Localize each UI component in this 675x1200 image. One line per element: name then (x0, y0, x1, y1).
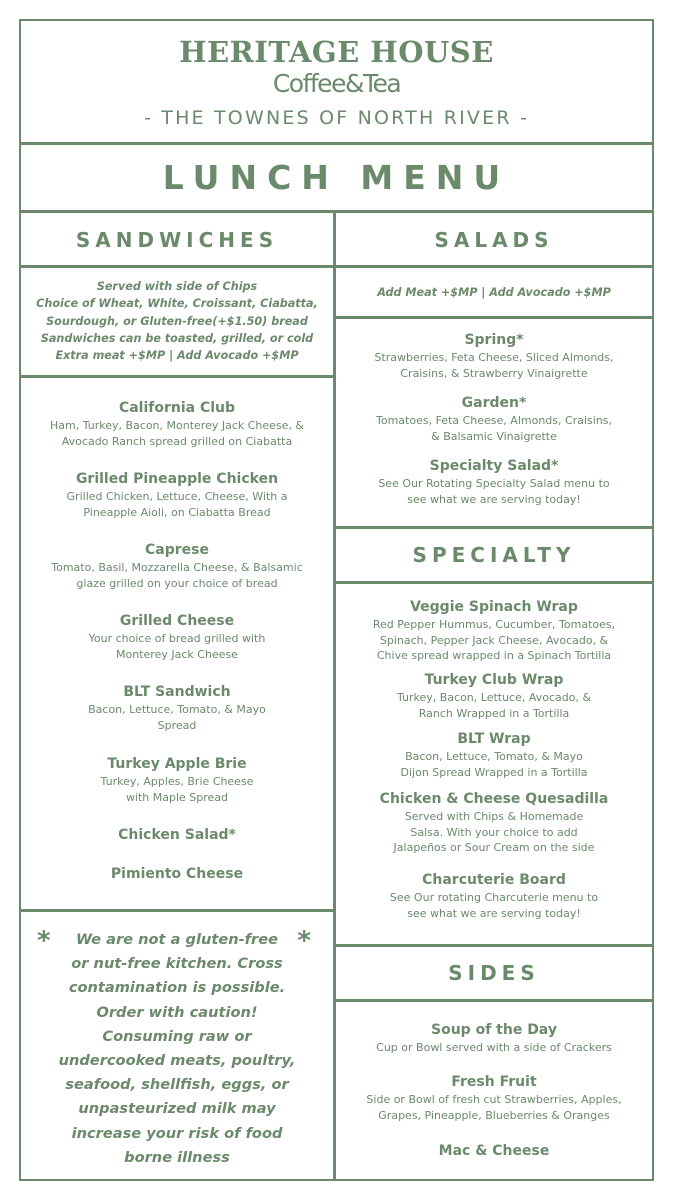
item-name: Charcuterie Board (422, 872, 566, 888)
item-desc (342, 749, 646, 780)
item-desc (342, 350, 646, 381)
sides-heading-box (334, 945, 654, 1001)
item-desc (27, 560, 327, 591)
desc-line: Bacon, Lettuce, Tomato, & Mayo (88, 703, 266, 716)
item-name: Garden* (461, 395, 527, 411)
desc-line: see what we are serving today! (407, 906, 581, 920)
item-name: Grilled Pineapple Chicken (75, 471, 279, 487)
item-name: Chicken Salad* (118, 827, 236, 843)
item-desc (342, 476, 646, 507)
desc-line: Grilled Chicken, Lettuce, Cheese, With a (66, 490, 288, 503)
item-desc (342, 1040, 646, 1056)
desc-line: Dijon Spread Wrapped in a Tortilla (400, 765, 588, 779)
item-name: Fresh Fruit (451, 1074, 537, 1090)
item-name: BLT Sandwich (123, 684, 231, 700)
salads-info-box (334, 266, 654, 318)
note-line: undercooked meats, poultry, (58, 1052, 296, 1070)
info-line: Choice of Wheat, White, Croissant, Ciabatta, (36, 297, 318, 311)
menu-item (342, 1022, 646, 1056)
desc-line: Strawberries, Feta Cheese, Sliced Almonds, (374, 351, 614, 364)
item-desc (342, 690, 646, 721)
info-line: Add Meat +$MP | Add Avocado +$MP (377, 286, 611, 299)
desc-line: & Balsamic Vinaigrette (431, 429, 557, 443)
location-line: - THE TOWNES OF NORTH RIVER - (143, 107, 530, 129)
item-desc (342, 413, 646, 444)
menu-item (27, 756, 327, 805)
specialty-heading: SPECIALTY (412, 543, 576, 567)
desc-line: Chive spread wrapped in a Spinach Tortilla (376, 649, 612, 662)
note-line: We are not a gluten-free (75, 931, 279, 948)
brand-subtitle: Coffee&Tea (272, 69, 401, 98)
menu-item (27, 613, 327, 662)
info-line: Sourdough, or Gluten-free(+$1.50) bread (46, 314, 308, 328)
item-desc (342, 809, 646, 856)
note-line: Consuming raw or (102, 1027, 252, 1045)
note-line: increase your risk of food (71, 1124, 283, 1142)
salads-heading: SALADS (434, 228, 554, 252)
desc-line: Spread (157, 718, 197, 732)
desc-line: See Our Rotating Specialty Salad menu to (378, 477, 610, 490)
note-line: unpasteurized milk may (78, 1100, 276, 1118)
menu-item (342, 332, 646, 381)
desc-line: see what we are serving today! (407, 492, 581, 506)
item-desc (342, 1092, 646, 1123)
note-line: seafood, shellfish, eggs, or (65, 1076, 289, 1094)
menu-header (19, 19, 654, 144)
menu-item (342, 731, 646, 780)
item-desc (27, 631, 327, 662)
note-line: contamination is possible. (68, 979, 286, 997)
sides-list (334, 1000, 654, 1181)
item-name: Veggie Spinach Wrap (410, 599, 578, 615)
item-name: BLT Wrap (457, 731, 531, 747)
item-name: Spring* (464, 332, 524, 348)
item-name: Soup of the Day (431, 1022, 557, 1038)
desc-line: Ranch Wrapped in a Tortilla (418, 706, 570, 720)
desc-line: Served with Chips & Homemade (404, 810, 584, 823)
desc-line: Tomatoes, Feta Cheese, Almonds, Craisins, (376, 414, 612, 427)
asterisk-icon: * (297, 926, 311, 956)
menu-item (342, 791, 646, 856)
info-line: Sandwiches can be toasted, grilled, or cold (40, 331, 314, 345)
salads-heading-box (334, 211, 654, 267)
item-desc (27, 702, 327, 733)
desc-line: Salsa. With your choice to add (410, 825, 578, 839)
menu-item (342, 1143, 646, 1160)
desc-line: Turkey, Apples, Brie Cheese (100, 775, 254, 788)
desc-line: Bacon, Lettuce, Tomato, & Mayo (405, 750, 583, 763)
menu-item (27, 400, 327, 449)
desc-line: glaze grilled on your choice of bread (76, 576, 278, 590)
sandwiches-heading: SANDWICHES (75, 228, 279, 252)
info-line: Served with side of Chips (96, 280, 258, 293)
desc-line: Cup or Bowl served with a side of Crackers (376, 1041, 612, 1054)
item-name: Turkey Apple Brie (107, 756, 247, 772)
item-name: Specialty Salad* (429, 458, 559, 474)
salads-info (336, 284, 652, 301)
brand-name: HERITAGE HOUSE (179, 35, 494, 69)
item-name: Mac & Cheese (438, 1143, 550, 1159)
desc-line: Spinach, Pepper Jack Cheese, Avocado, & (379, 633, 609, 647)
allergy-note (19, 910, 335, 1181)
item-desc (342, 890, 646, 921)
desc-line: Pineapple Aioli, on Ciabatta Bread (83, 505, 271, 519)
menu-title: LUNCH MENU (162, 158, 511, 197)
asterisk-icon: * (37, 926, 51, 956)
item-name: California Club (118, 400, 236, 416)
menu-item (27, 866, 327, 883)
sandwiches-list (19, 376, 335, 911)
sandwiches-info (21, 278, 333, 364)
desc-line: Side or Bowl of fresh cut Strawberries, Apples, (366, 1093, 622, 1106)
desc-line: Tomato, Basil, Mozzarella Cheese, & Balsamic (51, 561, 303, 574)
allergy-note-text (51, 928, 303, 1170)
desc-line: Monterey Jack Cheese (116, 647, 238, 661)
menu-item (342, 872, 646, 921)
menu-item (27, 684, 327, 733)
desc-line: Avocado Ranch spread grilled on Ciabatta (61, 434, 293, 448)
item-desc (342, 617, 646, 664)
desc-line: Grapes, Pineapple, Blueberries & Oranges (378, 1108, 610, 1122)
sandwiches-info-box (19, 266, 335, 377)
sides-heading: SIDES (448, 961, 540, 985)
item-name: Chicken & Cheese Quesadilla (379, 791, 609, 807)
note-line: Order with caution! (96, 1003, 258, 1021)
menu-item (342, 672, 646, 721)
menu-item (342, 395, 646, 444)
desc-line: Ham, Turkey, Bacon, Monterey Jack Cheese, & (49, 419, 305, 432)
desc-line: See Our rotating Charcuterie menu to (389, 891, 599, 904)
item-name: Pimiento Cheese (110, 866, 244, 882)
desc-line: Turkey, Bacon, Lettuce, Avocado, & (396, 691, 592, 704)
sandwiches-heading-box (19, 211, 335, 267)
item-desc (27, 489, 327, 520)
desc-line: Jalapeños or Sour Cream on the side (393, 841, 595, 854)
menu-title-box (19, 143, 654, 212)
menu-item (27, 471, 327, 520)
item-name: Grilled Cheese (119, 613, 235, 629)
note-line: borne illness (124, 1148, 230, 1166)
desc-line: Red Pepper Hummus, Cucumber, Tomatoes, (372, 618, 616, 631)
desc-line: with Maple Spread (125, 790, 229, 804)
salads-list (334, 317, 654, 528)
note-line: or nut-free kitchen. Cross (71, 955, 283, 973)
menu-item (342, 458, 646, 507)
menu-item (342, 599, 646, 664)
menu-item (342, 1074, 646, 1123)
item-name: Caprese (145, 542, 209, 558)
menu-item (27, 542, 327, 591)
desc-line: Your choice of bread grilled with (88, 632, 266, 645)
item-desc (27, 418, 327, 449)
menu-item (27, 827, 327, 844)
info-line: Extra meat +$MP | Add Avocado +$MP (55, 349, 299, 363)
specialty-list (334, 582, 654, 946)
desc-line: Craisins, & Strawberry Vinaigrette (400, 366, 588, 380)
item-desc (27, 774, 327, 805)
item-name: Turkey Club Wrap (424, 672, 564, 688)
specialty-heading-box (334, 527, 654, 583)
